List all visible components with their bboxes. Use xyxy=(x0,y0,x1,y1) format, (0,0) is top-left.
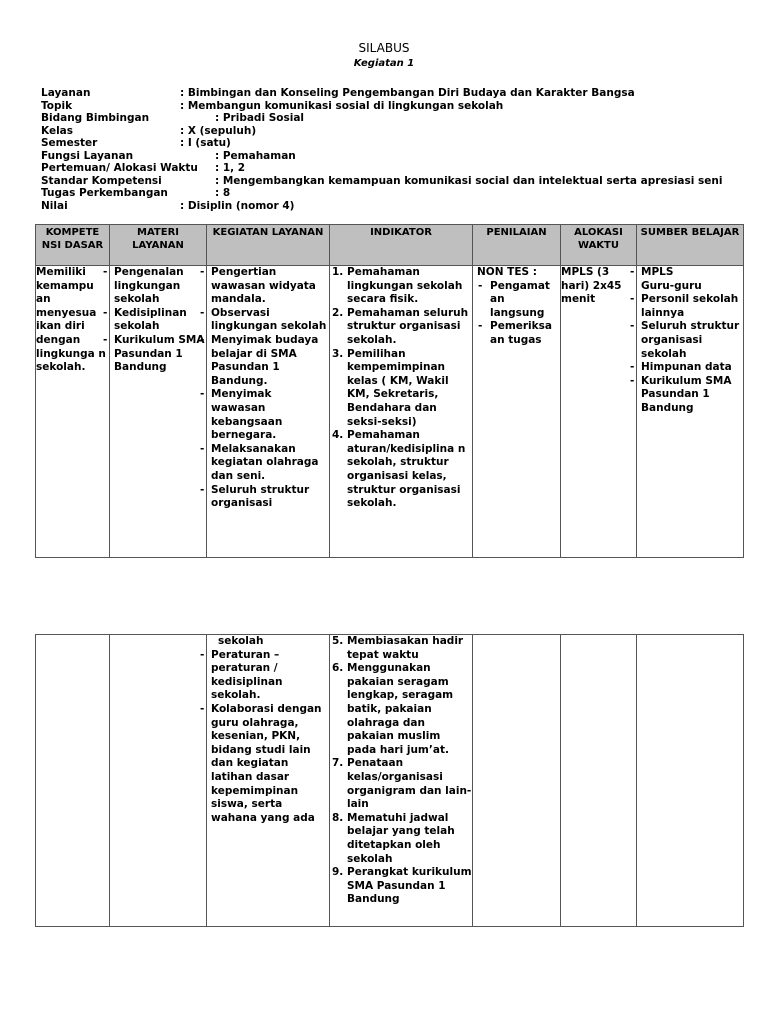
penilaian-cell-empty xyxy=(473,635,561,927)
header-sumber-belajar: SUMBER BELAJAR xyxy=(637,225,744,266)
sumber-belajar-cell xyxy=(637,266,744,558)
info-label: Bidang Bimbingan xyxy=(41,112,150,124)
info-value: : Bimbingan dan Konseling Pengembangan Diri Budaya dan Karakter Bangsa xyxy=(180,87,635,99)
kegiatan-item: - Seluruh struktur organisasi xyxy=(207,484,329,511)
indikator-text: Menggunakan pakaian seragam lengkap, seragam batik, pakaian olahraga dan pakaian muslim pada hari jum’at. xyxy=(347,662,454,756)
indikator-text: Penataan kelas/organisasi organigram dan lain-lain xyxy=(347,757,472,811)
info-label: Kelas xyxy=(41,124,74,137)
info-value: : Membangun komunikasi sosial di lingkungan sekolah xyxy=(180,99,504,112)
document-subtitle: Kegiatan 1 xyxy=(353,58,415,69)
header-kompetensi-dasar: KOMPETE NSI DASAR xyxy=(36,225,110,266)
materi-layanan-cell xyxy=(110,266,207,558)
header-indikator: INDIKATOR xyxy=(330,225,473,266)
penilaian-item: - Pemeriksa an tugas xyxy=(473,320,560,347)
syllabus-table-part-2 xyxy=(35,634,744,927)
info-label: Pertemuan/ Alokasi Waktu xyxy=(41,162,198,174)
indikator-item xyxy=(330,635,472,662)
info-value: : Pribadi Sosial xyxy=(215,112,305,124)
sumber-item: - Himpunan data xyxy=(637,361,743,375)
header-kegiatan-layanan: KEGIATAN LAYANAN xyxy=(207,225,330,266)
sumber-item: - Seluruh struktur organisasi sekolah xyxy=(637,320,743,361)
kompetensi-dasar-cell-empty xyxy=(36,635,110,927)
indikator-cell-continued xyxy=(330,635,473,927)
indikator-number: 4. xyxy=(332,429,344,442)
indikator-text: Pemahaman lingkungan sekolah secara fisik. xyxy=(347,266,463,306)
penilaian-heading: NON TES : xyxy=(477,266,537,278)
kegiatan-item: - Menyimak wawasan kebangsaan bernegara. xyxy=(207,388,329,442)
indikator-item xyxy=(330,348,472,430)
alokasi-waktu-cell: MPLS (3 hari) 2x45 menit xyxy=(561,266,637,558)
indikator-text: Mematuhi jadwal belajar yang telah ditetapkan oleh sekolah xyxy=(347,811,455,865)
kegiatan-item: - Peraturan – peraturan / kedisiplinan sekolah. xyxy=(207,649,329,703)
indikator-number: 9. xyxy=(332,866,344,879)
info-value: : X (sepuluh) xyxy=(180,124,257,137)
info-label: Topik xyxy=(41,99,73,112)
table-row xyxy=(36,635,744,927)
indikator-text: Pemahaman seluruh struktur organisasi sekolah. xyxy=(347,306,469,346)
header-penilaian: PENILAIAN xyxy=(473,225,561,266)
info-value: : Pemahaman xyxy=(215,149,296,162)
document-title: SILABUS xyxy=(358,41,410,55)
indikator-text: Pemilihan kempemimpinan kelas ( KM, Wakil KM, Sekretaris, Bendahara dan seksi-seksi) xyxy=(347,347,449,428)
materi-item: - Kedisiplinan sekolah xyxy=(110,307,206,334)
table-header-row xyxy=(36,225,744,266)
kegiatan-layanan-cell xyxy=(207,266,330,558)
materi-layanan-cell-empty xyxy=(110,635,207,927)
kegiatan-item: - Menyimak budaya belajar di SMA Pasundan 1 Bandung. xyxy=(207,334,329,388)
table-row xyxy=(36,266,744,558)
info-value: : 1, 2 xyxy=(215,162,246,174)
info-label: Tugas Perkembangan xyxy=(41,187,168,199)
indikator-number: 7. xyxy=(332,757,344,770)
kegiatan-item: - Melaksanakan kegiatan olahraga dan seni. xyxy=(207,443,329,484)
header-alokasi-waktu: ALOKASI WAKTU xyxy=(561,225,637,266)
materi-item: - Kurikulum SMA Pasundan 1 Bandung xyxy=(110,334,206,375)
info-value: : 8 xyxy=(215,187,231,199)
sumber-belajar-cell-empty xyxy=(637,635,744,927)
indikator-text: Membiasakan hadir tepat waktu xyxy=(347,635,464,661)
indikator-item xyxy=(330,866,472,907)
kegiatan-item: - Observasi lingkungan sekolah xyxy=(207,307,329,334)
penilaian-cell xyxy=(473,266,561,558)
indikator-number: 6. xyxy=(332,662,344,675)
sumber-item: - Kurikulum SMA Pasundan 1 Bandung xyxy=(637,375,743,416)
kegiatan-layanan-cell-continued xyxy=(207,635,330,927)
indikator-cell xyxy=(330,266,473,558)
info-label: Fungsi Layanan xyxy=(41,149,134,162)
indikator-text: Perangkat kurikulum SMA Pasundan 1 Bandung xyxy=(347,866,472,906)
indikator-item xyxy=(330,812,472,866)
info-value: : Mengembangkan kemampuan komunikasi social dan intelektual serta apresiasi seni xyxy=(215,174,723,187)
indikator-number: 2. xyxy=(332,306,344,319)
info-value: : Disiplin (nomor 4) xyxy=(180,199,295,212)
header-materi-layanan: MATERI LAYANAN xyxy=(110,225,207,266)
indikator-text: Pemahaman aturan/kedisiplina n sekolah, struktur organisasi kelas, struktur organisasi sekolah. xyxy=(347,429,466,510)
sumber-item: Guru-guru xyxy=(641,279,702,292)
indikator-item xyxy=(330,757,472,811)
sumber-item: - Personil sekolah lainnya xyxy=(637,293,743,320)
indikator-item xyxy=(330,429,472,511)
indikator-item xyxy=(330,662,472,757)
syllabus-table-part-1 xyxy=(35,224,744,558)
indikator-number: 3. xyxy=(332,347,344,360)
info-label: Standar Kompetensi xyxy=(41,174,162,187)
indikator-item xyxy=(330,307,472,348)
indikator-number: 1. xyxy=(332,266,344,278)
indikator-number: 5. xyxy=(332,635,344,647)
materi-item: - Pengenalan lingkungan sekolah xyxy=(110,266,206,307)
penilaian-item: - Pengamat an langsung xyxy=(473,280,560,321)
info-label: Layanan xyxy=(41,87,91,99)
kompetensi-dasar-cell: Memiliki kemampu an menyesua ikan diri dengan lingkunga n sekolah. xyxy=(36,266,110,558)
kegiatan-item: - Pengertian wawasan widyata mandala. xyxy=(207,266,329,307)
sumber-item: - MPLS xyxy=(637,266,743,280)
info-label: Nilai xyxy=(41,199,68,212)
kegiatan-item: - Kolaborasi dengan guru olahraga, kesenian, PKN, bidang studi lain dan kegiatan latihan dasar kepemimpinan siswa, serta wahana yang ada xyxy=(207,703,329,825)
indikator-number: 8. xyxy=(332,811,344,824)
alokasi-waktu-cell-empty xyxy=(561,635,637,927)
info-value: : I (satu) xyxy=(180,137,231,149)
indikator-item xyxy=(330,266,472,307)
info-label: Semester xyxy=(41,137,98,149)
kegiatan-continued-text: sekolah xyxy=(218,635,264,647)
